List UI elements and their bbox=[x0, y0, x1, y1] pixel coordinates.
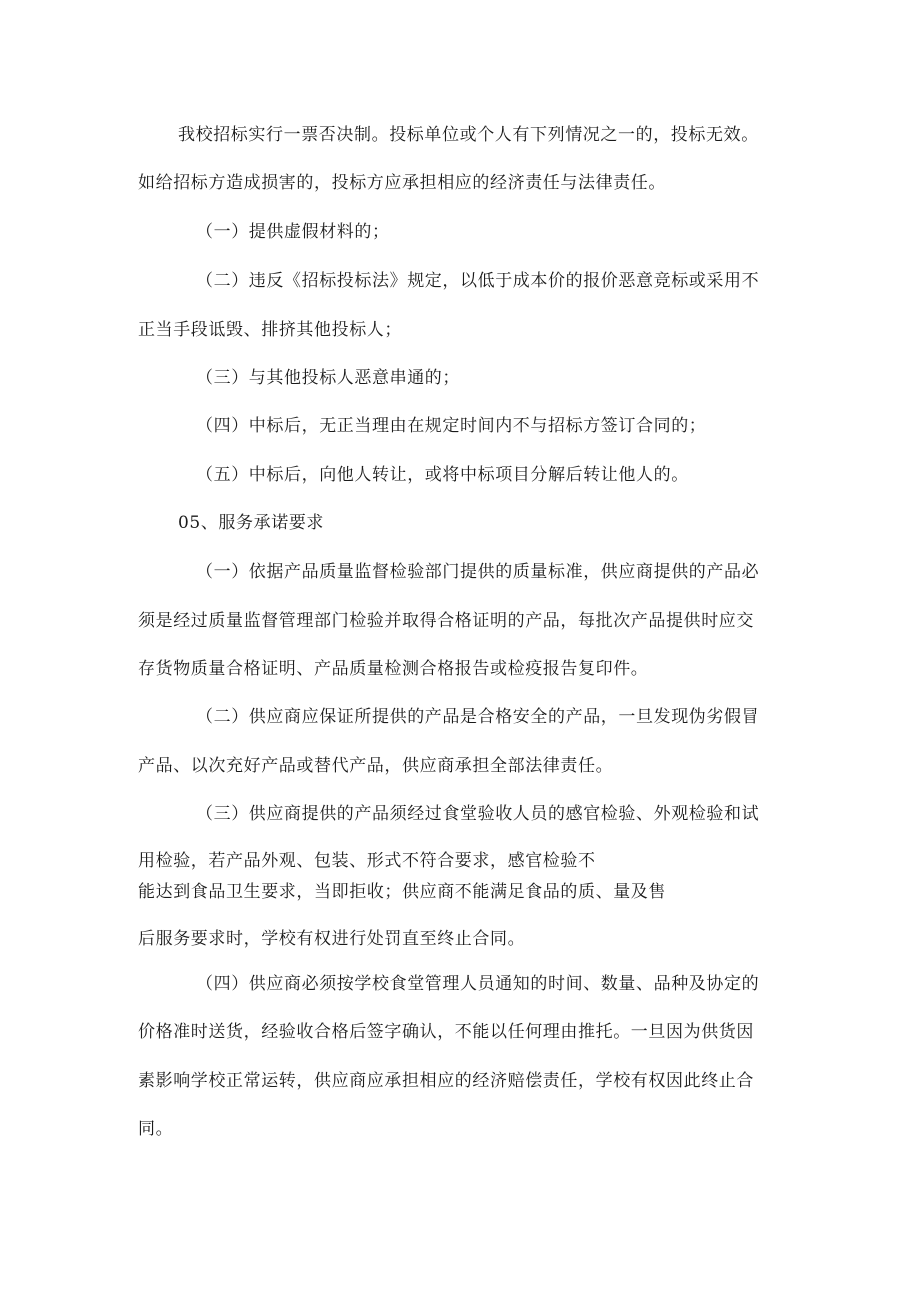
list-item: （二）违反《招标投标法》规定，以低于成本价的报价恶意竞标或采用不 bbox=[196, 271, 760, 291]
paragraph-line: 用检验，若产品外观、包装、形式不符合要求，感官检验不 bbox=[138, 851, 596, 871]
paragraph-line: 能达到食品卫生要求，当即拒收；供应商不能满足食品的质、量及售 bbox=[138, 882, 666, 902]
paragraph-line: 价格准时送货，经验收合格后签字确认，不能以任何理由推托。一旦因为供货因 bbox=[138, 1022, 754, 1042]
paragraph-line: 如给招标方造成损害的，投标方应承担相应的经济责任与法律责任。 bbox=[138, 173, 666, 193]
paragraph-line: 后服务要求时，学校有权进行处罚直至终止合同。 bbox=[138, 929, 526, 949]
list-item: （一）依据产品质量监督检验部门提供的质量标准，供应商提供的产品必 bbox=[196, 562, 760, 582]
paragraph-line: 素影响学校正常运转，供应商应承担相应的经济赔偿责任，学校有权因此终止合 bbox=[138, 1071, 754, 1091]
paragraph-line: 产品、以次充好产品或替代产品，供应商承担全部法律责任。 bbox=[138, 756, 614, 776]
list-item: （四）供应商必须按学校食堂管理人员通知的时间、数量、品种及协定的 bbox=[196, 974, 760, 994]
paragraph-line: 存货物质量合格证明、产品质量检测合格报告或检疫报告复印件。 bbox=[138, 659, 649, 679]
list-item: （一）提供虚假材料的； bbox=[196, 222, 390, 242]
paragraph-line: 正当手段诋毁、排挤其他投标人； bbox=[138, 320, 402, 340]
list-item: （五）中标后，向他人转让，或将中标项目分解后转让他人的。 bbox=[196, 465, 689, 485]
list-item: （四）中标后，无正当理由在规定时间内不与招标方签订合同的； bbox=[196, 416, 707, 436]
paragraph-line: 须是经过质量监督管理部门检验并取得合格证明的产品，每批次产品提供时应交 bbox=[138, 611, 754, 631]
paragraph-line: 同。 bbox=[138, 1119, 174, 1139]
list-item: （二）供应商应保证所提供的产品是合格安全的产品，一旦发现伪劣假冒 bbox=[196, 707, 760, 727]
list-item: （三）与其他投标人恶意串通的； bbox=[196, 368, 460, 388]
section-heading: 05、服务承诺要求 bbox=[178, 513, 325, 533]
list-item: （三）供应商提供的产品须经过食堂验收人员的感官检验、外观检验和试 bbox=[196, 804, 760, 824]
paragraph-line: 我校招标实行一票否决制。投标单位或个人有下列情况之一的，投标无效。 bbox=[178, 125, 759, 145]
